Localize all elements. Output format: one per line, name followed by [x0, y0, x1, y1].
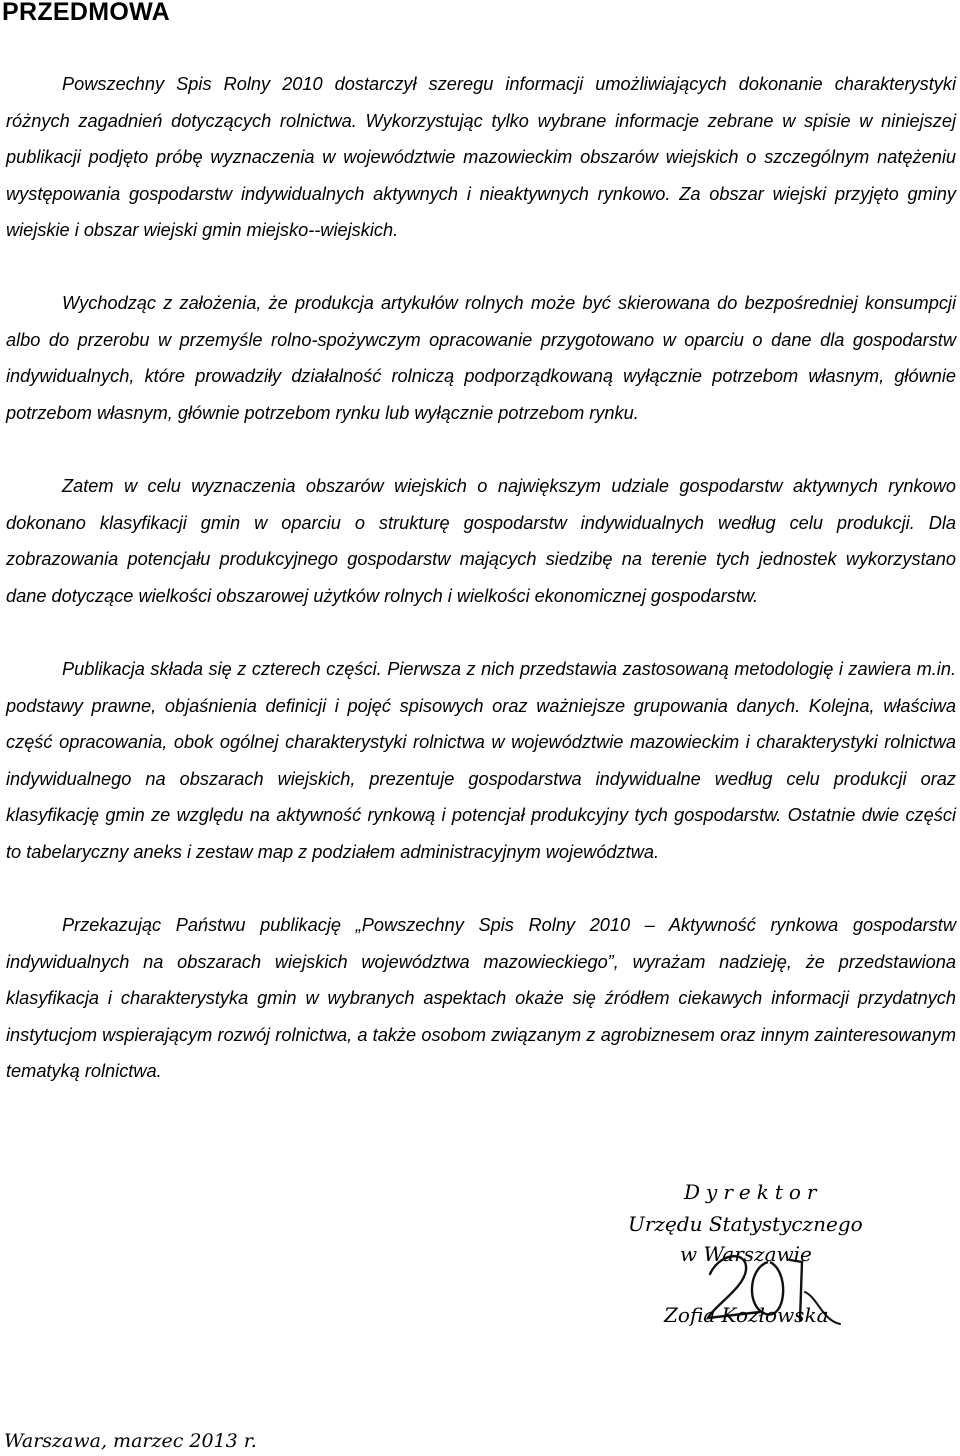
page-title: PRZEDMOWA: [2, 0, 170, 26]
paragraph-assumptions: Wychodząc z założenia, że produkcja artykułów rolnych może być skierowana do bezpośredniej konsumpcji albo do przerobu w przemyśle rolno-spożywczym opracowanie przygotowano w oparciu o dane dla gospodarstw indywidualnych, które prowadziły działalność rolniczą podporządkowaną wyłącznie potrzebom własnym, głównie potrzebom własnym, głównie potrzebom rynku lub wyłącznie potrzebom rynku.: [6, 293, 956, 423]
signature-office: Urzędu Statystycznego: [628, 1212, 863, 1236]
paragraph-closing: Przekazując Państwu publikację „Powszechny Spis Rolny 2010 – Aktywność rynkowa gospodarstw indywidualnych na obszarach wiejskich województwa mazowieckiego”, wyrażam nadzieję, że przedstawiona klasyfikacja i charakterystyka gmin w wybranych aspektach okaże się źródłem ciekawych informacji przydatnych instytucjom wspierającym rozwój rolnictwa, a także osobom związanym z agrobiznesem oraz innym zainteresowanym tematyką rolnictwa.: [6, 915, 956, 1082]
signature-city: w Warszawie: [680, 1242, 812, 1266]
signature-name: Zofia Kozłowska: [664, 1303, 829, 1327]
place-date: Warszawa, marzec 2013 r.: [4, 1430, 257, 1452]
paragraph-intro: Powszechny Spis Rolny 2010 dostarczył szeregu informacji umożliwiających dokonanie charakterystyki różnych zagadnień dotyczących rolnictwa. Wykorzystując tylko wybrane informacje zebrane w spisie w niniejszej publikacji podjęto próbę wyznaczenia w województwie mazowieckim obszarów wiejskich o szczególnym natężeniu występowania gospodarstw indywidualnych aktywnych i nieaktywnych rynkowo. Za obszar wiejski przyjęto gminy wiejskie i obszar wiejski gmin miejsko--wiejskich.: [6, 74, 956, 241]
paragraph-classification: Zatem w celu wyznaczenia obszarów wiejskich o największym udziale gospodarstw aktywnych rynkowo dokonano klasyfikacji gmin w oparciu o strukturę gospodarstw indywidualnych według celu produkcji. Dla zobrazowania potencjału produkcyjnego gospodarstw mających siedzibę na terenie tych jednostek wykorzystano dane dotyczące wielkości obszarowej użytków rolnych i wielkości ekonomicznej gospodarstw.: [6, 476, 956, 606]
signature-title: Dyrektor: [684, 1180, 823, 1204]
paragraph-structure: Publikacja składa się z czterech części. Pierwsza z nich przedstawia zastosowaną metodologię i zawiera m.in. podstawy prawne, objaśnienia definicji i pojęć spisowych oraz ważniejsze grupowania danych. Kolejna, właściwa część opracowania, obok ogólnej charakterystyki rolnictwa w województwie mazowieckim i charakterystyki rolnictwa indywidualnego na obszarach wiejskich, prezentuje gospodarstwa indywidualne według celu produkcji oraz klasyfikację gmin ze względu na aktywność rynkową i potencjał produkcyjny tych gospodarstw. Ostatnie dwie części to tabelaryczny aneks i zestaw map z podziałem administracyjnym województwa.: [6, 659, 956, 862]
